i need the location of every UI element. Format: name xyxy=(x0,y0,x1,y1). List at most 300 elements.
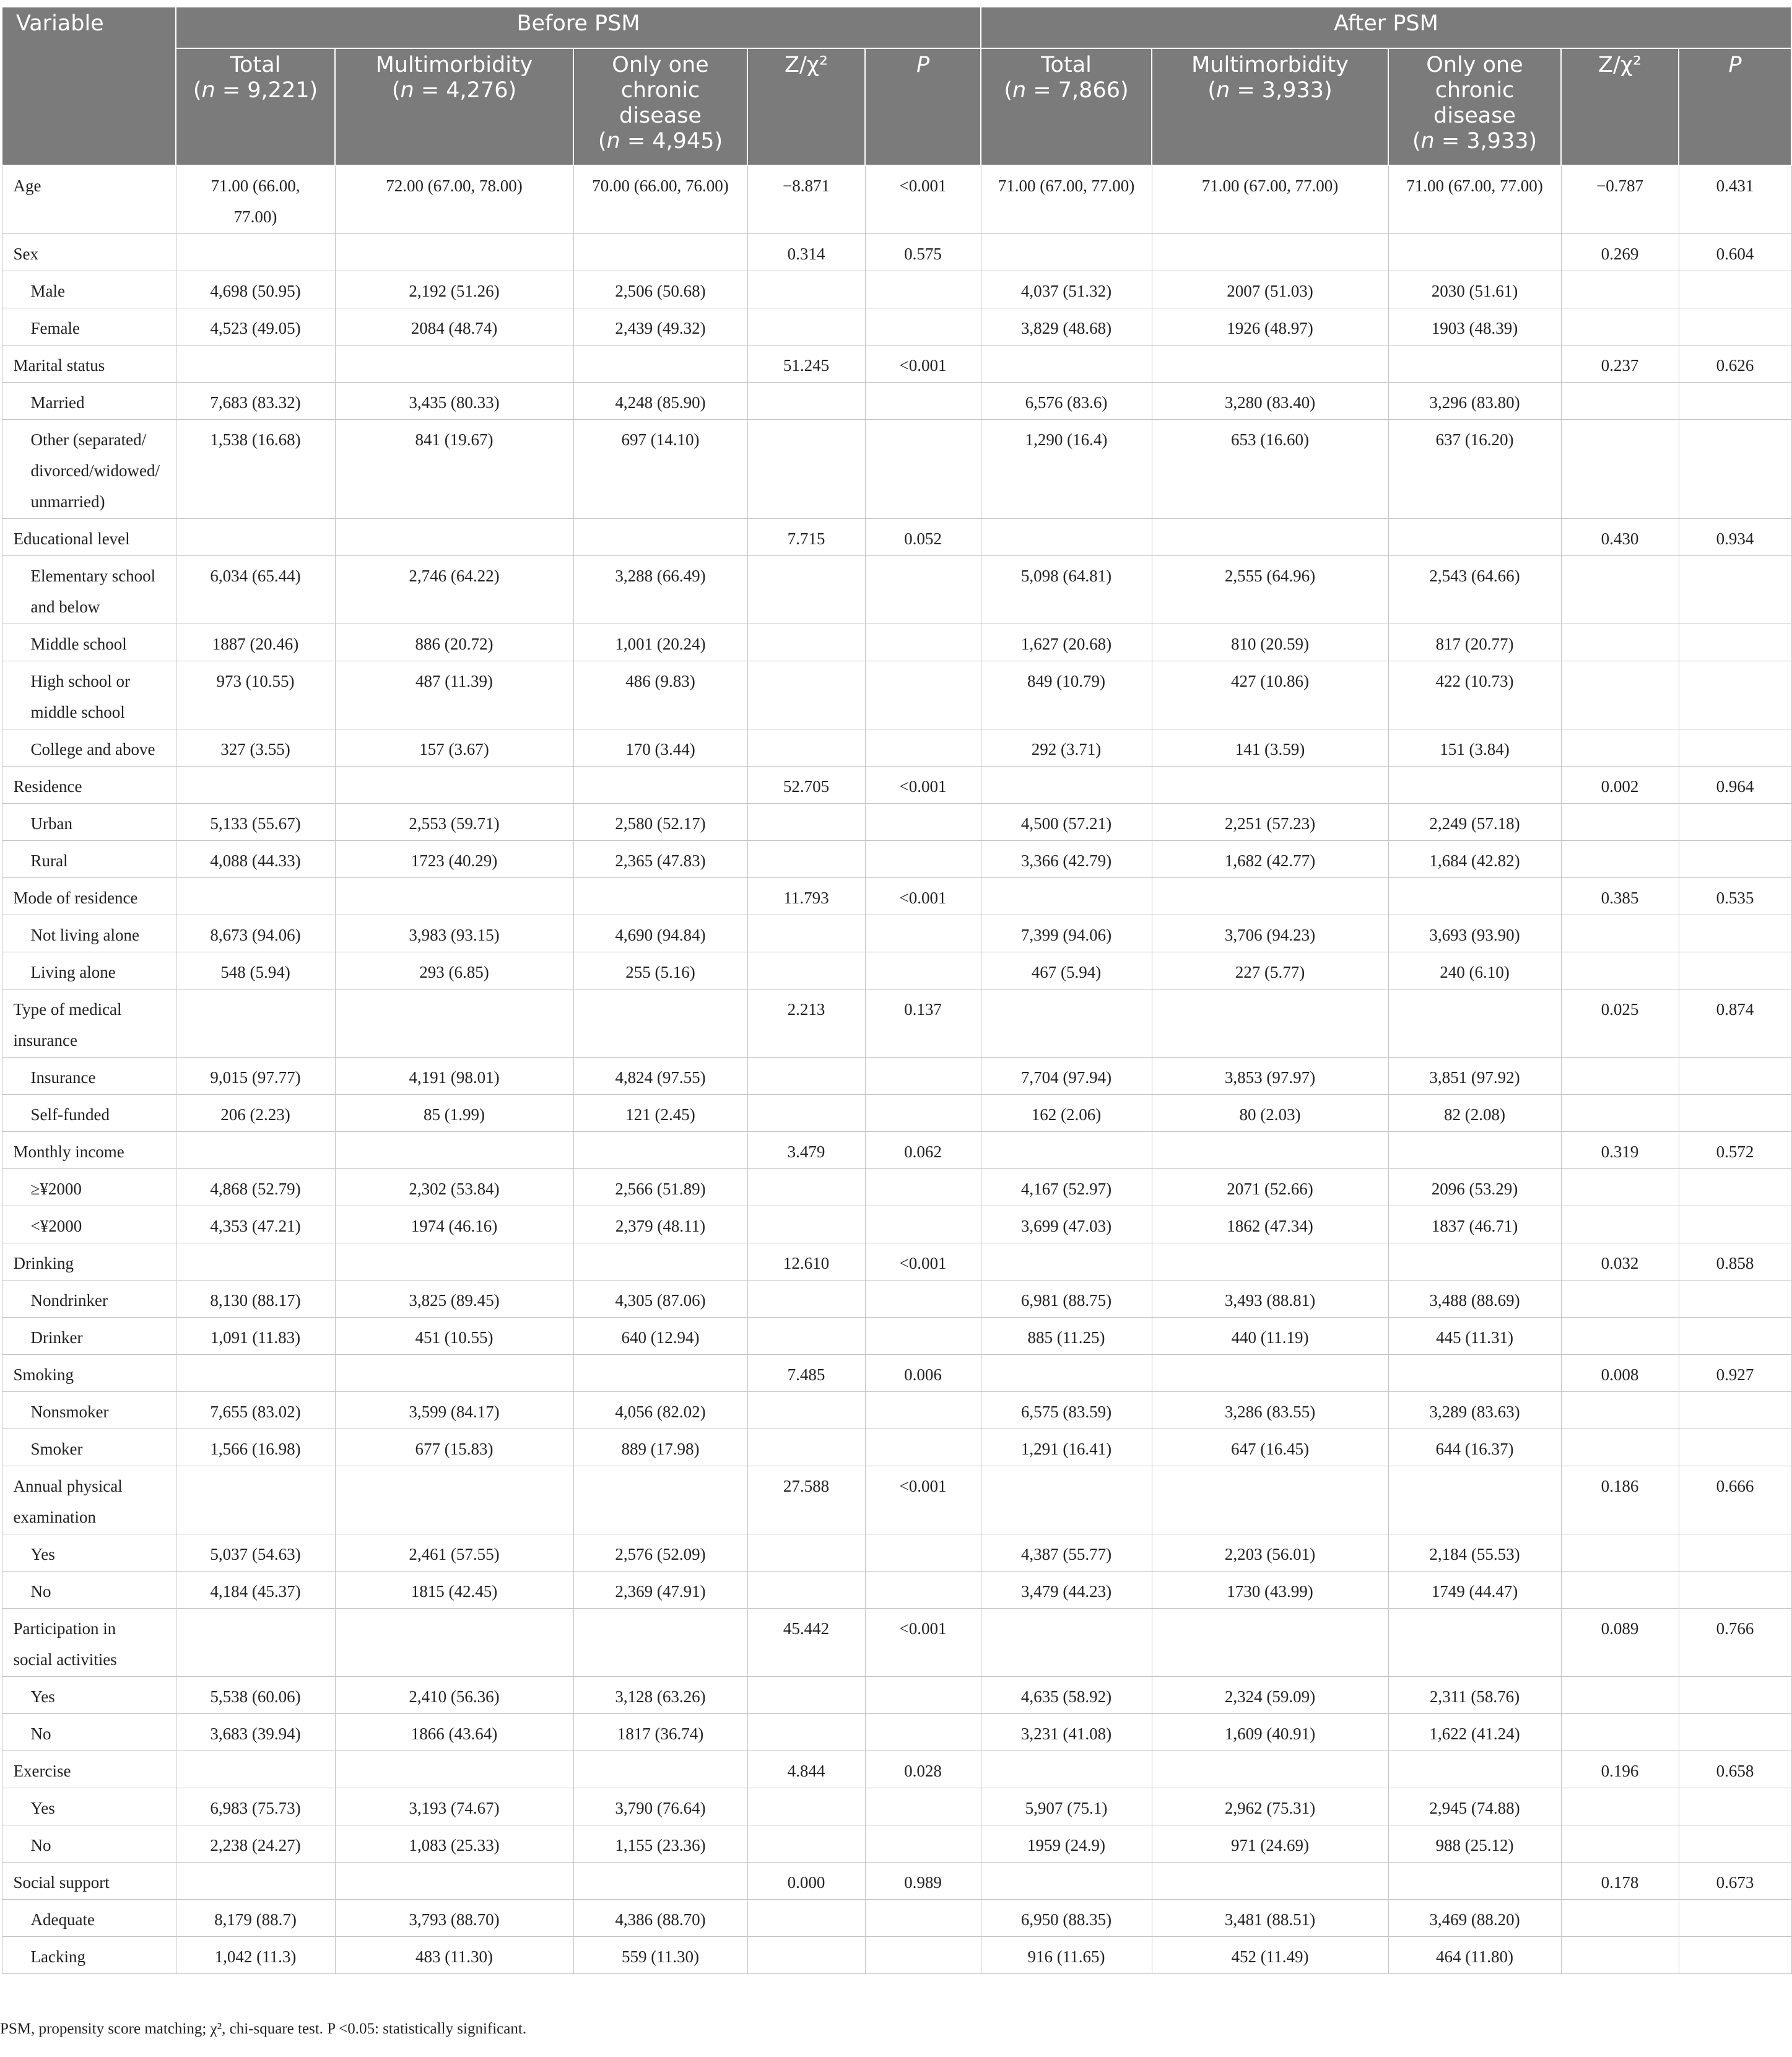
cell-value: 4,635 (58.92) xyxy=(1020,1687,1112,1706)
table-cell xyxy=(1388,1132,1561,1169)
row-label xyxy=(2,1900,176,1937)
cell-value: 2,580 (52.17) xyxy=(615,814,706,833)
cell-value: 2,555 (64.96) xyxy=(1224,567,1316,585)
cell-value: 0.237 xyxy=(1601,356,1639,375)
cell-value: 0.626 xyxy=(1716,356,1754,375)
cell-value: 4,824 (97.55) xyxy=(615,1068,706,1087)
cell-value: 4,191 (98.01) xyxy=(409,1068,500,1087)
row-label-line: <¥2000 xyxy=(30,1217,82,1235)
table-cell xyxy=(981,383,1152,420)
column-header-line: Only one xyxy=(1426,53,1523,77)
table-cell xyxy=(1388,767,1561,804)
table-cell xyxy=(1388,989,1561,1058)
row-label xyxy=(2,271,176,308)
table-cell xyxy=(573,915,747,952)
table-cell xyxy=(176,1937,335,1974)
table-cell xyxy=(1388,729,1561,767)
table-cell xyxy=(335,1169,573,1206)
cell-value: 7.715 xyxy=(787,529,825,548)
table-row-category xyxy=(2,1392,1791,1429)
cell-value: 2007 (51.03) xyxy=(1227,282,1313,300)
table-cell xyxy=(1679,661,1791,729)
table-cell xyxy=(981,1534,1152,1572)
table-cell xyxy=(865,952,981,989)
table-cell xyxy=(176,952,335,989)
cell-value: 2,746 (64.22) xyxy=(409,567,500,585)
cell-value: 71.00 (67.00, 77.00) xyxy=(1201,176,1339,195)
table-cell xyxy=(176,1609,335,1677)
column-header-line: Total xyxy=(230,53,281,77)
cell-value: 1,627 (20.68) xyxy=(1020,635,1112,653)
table-cell xyxy=(1561,1900,1679,1937)
table-cell xyxy=(1388,952,1561,989)
table-cell xyxy=(335,1466,573,1534)
table-cell xyxy=(1679,271,1791,308)
table-cell xyxy=(1561,1937,1679,1974)
table-cell xyxy=(176,878,335,915)
row-label xyxy=(2,1355,176,1392)
table-cell xyxy=(865,1466,981,1534)
table-cell xyxy=(747,661,865,729)
cell-value: 8,673 (94.06) xyxy=(210,926,301,944)
cell-value: 971 (24.69) xyxy=(1231,1836,1309,1855)
cell-value: 0.062 xyxy=(904,1142,942,1161)
row-label-line: Other (separated/ xyxy=(30,430,147,449)
table-cell xyxy=(176,165,335,234)
table-cell xyxy=(1679,1788,1791,1825)
cell-value: 4,037 (51.32) xyxy=(1020,282,1112,300)
table-cell xyxy=(573,1169,747,1206)
table-cell xyxy=(1679,1318,1791,1355)
column-header-line: Total xyxy=(1041,53,1092,77)
table-cell xyxy=(865,1429,981,1466)
row-label-line: Sex xyxy=(13,245,38,263)
table-cell xyxy=(1152,308,1388,346)
table-row-category xyxy=(2,1318,1791,1355)
table-cell xyxy=(335,308,573,346)
table-cell xyxy=(1561,767,1679,804)
cell-value: 0.008 xyxy=(1601,1365,1639,1384)
cell-value: 0.028 xyxy=(904,1762,942,1780)
table-cell xyxy=(176,1751,335,1788)
cell-value: 9,015 (97.77) xyxy=(210,1068,301,1087)
row-label-line: Female xyxy=(30,319,80,337)
cell-value: 6,575 (83.59) xyxy=(1020,1403,1112,1421)
column-header-line: chronic xyxy=(1435,78,1515,103)
cell-value: 45.442 xyxy=(783,1619,830,1638)
table-cell xyxy=(865,1825,981,1863)
row-label-line: Exercise xyxy=(13,1762,71,1780)
table-cell xyxy=(865,1392,981,1429)
table-cell xyxy=(747,383,865,420)
table-row-category xyxy=(2,271,1791,308)
table-cell xyxy=(1388,1095,1561,1132)
table-cell xyxy=(1152,1534,1388,1572)
table-row-variable xyxy=(2,1863,1791,1900)
row-label xyxy=(2,165,176,234)
row-label-line: Self-funded xyxy=(30,1105,110,1124)
table-cell xyxy=(335,346,573,383)
row-label xyxy=(2,1058,176,1095)
table-cell xyxy=(1388,1429,1561,1466)
cell-value: 4,868 (52.79) xyxy=(210,1180,301,1198)
table-cell xyxy=(1152,915,1388,952)
cell-value: 483 (11.30) xyxy=(415,1947,493,1966)
cell-value: 2.213 xyxy=(787,1000,825,1019)
table-cell xyxy=(1388,1534,1561,1572)
table-cell xyxy=(176,1355,335,1392)
column-header xyxy=(335,48,573,165)
table-cell xyxy=(1152,1318,1388,1355)
cell-value: 467 (5.94) xyxy=(1031,963,1102,981)
cell-value: 72.00 (67.00, 78.00) xyxy=(386,176,523,195)
cell-value: 440 (11.19) xyxy=(1231,1328,1309,1347)
table-cell xyxy=(573,1534,747,1572)
row-label xyxy=(2,1751,176,1788)
table-row-category xyxy=(2,624,1791,661)
table-cell xyxy=(865,915,981,952)
table-cell xyxy=(335,234,573,271)
table-cell xyxy=(1152,1281,1388,1318)
table-cell xyxy=(1679,989,1791,1058)
table-cell xyxy=(981,661,1152,729)
cell-value: <0.001 xyxy=(899,1477,947,1495)
cell-value: 4,088 (44.33) xyxy=(210,851,301,870)
table-cell xyxy=(335,1429,573,1466)
cell-value: 170 (3.44) xyxy=(625,740,695,759)
table-cell xyxy=(1388,841,1561,878)
table-row-category xyxy=(2,383,1791,420)
table-cell xyxy=(1679,1095,1791,1132)
table-cell xyxy=(176,804,335,841)
table-cell xyxy=(573,271,747,308)
table-cell xyxy=(1152,271,1388,308)
table-cell xyxy=(573,1281,747,1318)
cell-value: 0.000 xyxy=(787,1873,825,1892)
row-label-line: Educational level xyxy=(13,529,130,548)
row-label xyxy=(2,1132,176,1169)
row-label-line: unmarried) xyxy=(30,492,105,511)
column-header xyxy=(176,48,335,165)
table-cell xyxy=(865,624,981,661)
table-cell xyxy=(1561,1392,1679,1429)
table-cell xyxy=(335,1534,573,1572)
cell-value: 817 (20.77) xyxy=(1435,635,1514,653)
cell-value: 6,983 (75.73) xyxy=(210,1799,301,1817)
table-cell xyxy=(335,1243,573,1281)
table-cell xyxy=(1679,915,1791,952)
table-cell xyxy=(335,878,573,915)
cell-value: 841 (19.67) xyxy=(415,430,494,449)
table-cell xyxy=(176,271,335,308)
table-cell xyxy=(1679,519,1791,556)
table-cell xyxy=(1152,1788,1388,1825)
cell-value: 1730 (43.99) xyxy=(1227,1582,1313,1601)
table-cell xyxy=(1388,1281,1561,1318)
cell-value: 4,353 (47.21) xyxy=(210,1217,301,1235)
row-label xyxy=(2,1318,176,1355)
table-row-variable xyxy=(2,989,1791,1058)
table-cell xyxy=(1388,234,1561,271)
column-header xyxy=(1152,48,1388,165)
table-cell xyxy=(981,346,1152,383)
cell-value: 7,399 (94.06) xyxy=(1020,926,1112,944)
cell-value: 327 (3.55) xyxy=(220,740,290,759)
table-cell xyxy=(1679,1534,1791,1572)
table-cell xyxy=(1561,841,1679,878)
cell-value: <0.001 xyxy=(899,1254,947,1272)
cell-value: 3,599 (84.17) xyxy=(409,1403,500,1421)
table-cell xyxy=(1679,624,1791,661)
table-cell xyxy=(335,1281,573,1318)
table-row-category xyxy=(2,804,1791,841)
table-cell xyxy=(573,420,747,519)
cell-value: 427 (10.86) xyxy=(1231,672,1309,690)
table-cell xyxy=(747,1751,865,1788)
table-cell xyxy=(981,420,1152,519)
column-header-line: P xyxy=(1728,53,1742,77)
cell-value: 810 (20.59) xyxy=(1231,635,1309,653)
table-cell xyxy=(981,519,1152,556)
table-cell xyxy=(335,271,573,308)
cell-value: 240 (6.10) xyxy=(1440,963,1510,981)
table-cell xyxy=(1388,1318,1561,1355)
table-cell xyxy=(865,556,981,624)
table-cell xyxy=(981,1609,1152,1677)
table-cell xyxy=(865,519,981,556)
table-cell xyxy=(573,989,747,1058)
table-cell xyxy=(176,624,335,661)
cell-value: 5,037 (54.63) xyxy=(210,1545,301,1563)
row-label xyxy=(2,767,176,804)
characteristics-table xyxy=(1,6,1792,1974)
row-label-line: Middle school xyxy=(30,635,127,653)
table-cell xyxy=(1388,624,1561,661)
cell-value: 644 (16.37) xyxy=(1435,1440,1514,1458)
table-cell xyxy=(865,729,981,767)
table-cell xyxy=(1152,1058,1388,1095)
row-label-line: Participation in xyxy=(13,1619,116,1638)
table-cell xyxy=(865,1355,981,1392)
table-cell xyxy=(176,1572,335,1609)
table-cell xyxy=(747,1572,865,1609)
table-row-variable xyxy=(2,165,1791,234)
cell-value: <0.001 xyxy=(899,777,947,796)
cell-value: 422 (10.73) xyxy=(1435,672,1514,690)
cell-value: 445 (11.31) xyxy=(1436,1328,1513,1347)
table-cell xyxy=(747,519,865,556)
table-cell xyxy=(176,841,335,878)
table-cell xyxy=(176,1169,335,1206)
table-row-category xyxy=(2,1572,1791,1609)
cell-value: 1866 (43.64) xyxy=(411,1724,498,1743)
column-header-line: Z/χ² xyxy=(784,53,829,77)
cell-value: 4,387 (55.77) xyxy=(1020,1545,1112,1563)
table-cell xyxy=(1679,1206,1791,1243)
column-header-line: (n = 3,933) xyxy=(1412,129,1538,154)
table-cell xyxy=(865,308,981,346)
table-cell xyxy=(176,1206,335,1243)
row-label-line: Not living alone xyxy=(30,926,139,944)
table-cell xyxy=(573,1677,747,1714)
table-cell xyxy=(981,841,1152,878)
column-header-line: Multimorbidity xyxy=(375,53,533,77)
column-header-line: chronic xyxy=(620,78,700,103)
column-header-line: (n = 4,276) xyxy=(391,78,517,103)
table-cell xyxy=(1388,1751,1561,1788)
table-cell xyxy=(1679,556,1791,624)
row-label-line: Lacking xyxy=(30,1947,85,1966)
cell-value: 3,825 (89.45) xyxy=(409,1291,500,1310)
column-header-line: (n = 7,866) xyxy=(1004,78,1129,103)
table-row-category xyxy=(2,556,1791,624)
table-cell xyxy=(747,1318,865,1355)
cell-value: 4,690 (94.84) xyxy=(615,926,706,944)
table-cell xyxy=(747,915,865,952)
cell-value: 886 (20.72) xyxy=(415,635,494,653)
table-cell xyxy=(981,1825,1152,1863)
table-cell xyxy=(1152,556,1388,624)
cell-value: 2,410 (56.36) xyxy=(409,1687,500,1706)
table-cell xyxy=(573,1788,747,1825)
table-cell xyxy=(1388,1900,1561,1937)
table-row-category xyxy=(2,915,1791,952)
table-cell xyxy=(1561,420,1679,519)
table-cell xyxy=(1561,1429,1679,1466)
table-cell xyxy=(1152,729,1388,767)
row-label xyxy=(2,1572,176,1609)
table-cell xyxy=(176,234,335,271)
table-cell xyxy=(865,1609,981,1677)
cell-value: 0.858 xyxy=(1716,1254,1754,1272)
cell-value: 0.196 xyxy=(1601,1762,1639,1780)
table-cell xyxy=(176,383,335,420)
table-cell xyxy=(1561,519,1679,556)
cell-value: 0.137 xyxy=(904,1000,942,1019)
cell-value: 0.314 xyxy=(787,245,825,263)
table-cell xyxy=(865,1900,981,1937)
table-cell xyxy=(1561,804,1679,841)
cell-value: 2,566 (51.89) xyxy=(615,1180,706,1198)
table-cell xyxy=(1152,1132,1388,1169)
table-cell xyxy=(573,1355,747,1392)
table-row-variable xyxy=(2,1132,1791,1169)
row-label-line: Social support xyxy=(13,1873,110,1892)
table-cell xyxy=(176,1863,335,1900)
table-cell xyxy=(1561,234,1679,271)
table-cell xyxy=(1561,1609,1679,1677)
table-cell xyxy=(1561,1095,1679,1132)
table-cell xyxy=(573,1058,747,1095)
table-cell xyxy=(865,878,981,915)
table-row-variable xyxy=(2,1466,1791,1534)
table-cell xyxy=(747,1825,865,1863)
table-cell xyxy=(747,1609,865,1677)
row-label-line: Living alone xyxy=(30,963,116,981)
cell-value: 1,042 (11.3) xyxy=(214,1947,297,1966)
cell-value: 3,286 (83.55) xyxy=(1224,1403,1316,1421)
table-cell xyxy=(1152,420,1388,519)
row-label-line: Married xyxy=(30,393,85,412)
row-label-line: Yes xyxy=(30,1545,55,1563)
cell-value: 4,184 (45.37) xyxy=(210,1582,301,1601)
row-label-line: Male xyxy=(30,282,65,300)
table-cell xyxy=(981,1466,1152,1534)
cell-value: 640 (12.94) xyxy=(621,1328,700,1347)
table-row-category xyxy=(2,1900,1791,1937)
row-label xyxy=(2,952,176,989)
table-cell xyxy=(176,1132,335,1169)
cell-value: 4,167 (52.97) xyxy=(1020,1180,1112,1198)
table-container xyxy=(1,6,1791,1974)
table-cell xyxy=(176,1281,335,1318)
cell-value: 2,192 (51.26) xyxy=(409,282,500,300)
table-cell xyxy=(981,1169,1152,1206)
cell-value: 885 (11.25) xyxy=(1027,1328,1105,1347)
cell-value: 121 (2.45) xyxy=(625,1105,695,1124)
table-cell xyxy=(573,624,747,661)
table-cell xyxy=(1561,989,1679,1058)
cell-value: 849 (10.79) xyxy=(1027,672,1105,690)
table-cell xyxy=(176,1677,335,1714)
cell-value: 3,706 (94.23) xyxy=(1224,926,1316,944)
cell-value: 51.245 xyxy=(783,356,830,375)
row-label xyxy=(2,308,176,346)
table-cell xyxy=(747,989,865,1058)
table-cell xyxy=(747,234,865,271)
cell-value: <0.001 xyxy=(899,176,947,195)
table-cell xyxy=(176,1534,335,1572)
cell-value: 5,538 (60.06) xyxy=(210,1687,301,1706)
table-cell xyxy=(176,308,335,346)
table-cell xyxy=(747,1466,865,1534)
table-cell xyxy=(747,952,865,989)
table-cell xyxy=(1679,767,1791,804)
table-cell xyxy=(573,383,747,420)
table-cell xyxy=(1152,1863,1388,1900)
table-cell xyxy=(1679,1429,1791,1466)
cell-value: 1,566 (16.98) xyxy=(210,1440,301,1458)
table-cell xyxy=(335,1677,573,1714)
row-label-line: Yes xyxy=(30,1799,55,1817)
cell-value: 3,983 (93.15) xyxy=(409,926,500,944)
cell-value: 4,523 (49.05) xyxy=(210,319,301,337)
table-cell xyxy=(1561,383,1679,420)
row-label xyxy=(2,915,176,952)
table-cell xyxy=(981,1677,1152,1714)
table-cell xyxy=(865,1281,981,1318)
cell-value: 0.089 xyxy=(1601,1619,1639,1638)
table-cell xyxy=(981,767,1152,804)
table-cell xyxy=(747,1429,865,1466)
table-cell xyxy=(1561,1132,1679,1169)
table-cell xyxy=(1561,308,1679,346)
cell-value: 0.572 xyxy=(1716,1142,1754,1161)
cell-value: 1837 (46.71) xyxy=(1431,1217,1518,1235)
table-cell xyxy=(573,661,747,729)
table-cell xyxy=(1388,1609,1561,1677)
table-cell xyxy=(1388,915,1561,952)
cell-value: <0.001 xyxy=(899,889,947,907)
row-label xyxy=(2,1392,176,1429)
table-cell xyxy=(1561,1825,1679,1863)
cell-value: 3,683 (39.94) xyxy=(210,1724,301,1743)
table-cell xyxy=(573,1937,747,1974)
table-cell xyxy=(335,1751,573,1788)
row-label xyxy=(2,420,176,519)
table-cell xyxy=(1152,1751,1388,1788)
table-cell xyxy=(335,1058,573,1095)
